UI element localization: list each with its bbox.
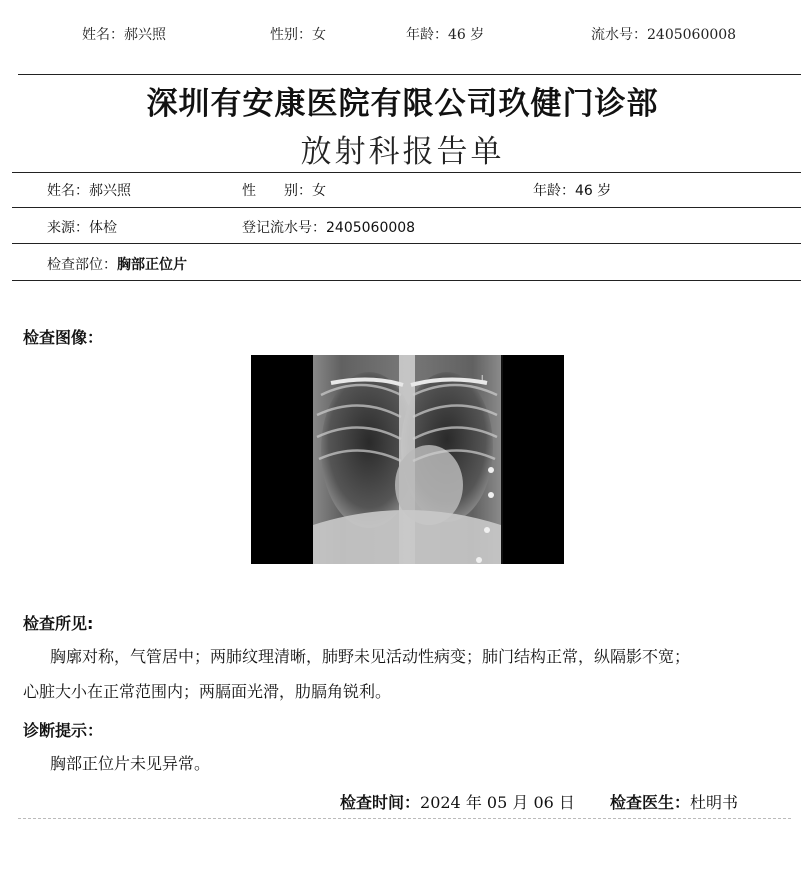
diagnosis-heading: 诊断提示： [23,721,104,740]
findings-heading: 检查所见: [23,614,94,633]
info-divider-3 [12,243,801,244]
footer-divider [18,818,791,819]
findings-line-1: 胸廓对称，气管居中；两肺纹理清晰，肺野未见活动性病变；肺门结构正常，纵隔影不宽； [50,647,691,666]
info-divider-4 [12,280,801,281]
info-divider-1 [12,172,801,173]
info-reg-serial: 登记流水号：2405060008 [242,220,416,236]
info-gender: 性 别：女 [242,183,326,199]
exam-doctor: 检查医生：杜明书 [610,793,739,812]
top-name: 姓名：郝兴照 [82,27,166,43]
info-name: 姓名：郝兴照 [47,183,131,199]
report-title: 放射科报告单 [300,134,505,170]
top-age: 年龄：46 岁 [406,27,485,43]
top-gender: 性别：女 [270,27,326,43]
findings-line-2: 心脏大小在正常范围内；两膈面光滑，肋膈角锐利。 [23,682,392,701]
top-serial: 流水号：2405060008 [591,27,737,43]
xray-side-marker: L [481,374,486,383]
chest-xray-image [251,355,564,564]
info-age: 年龄：46 岁 [533,183,612,199]
diagnosis-text: 胸部正位片未见异常。 [50,754,211,773]
image-heading: 检查图像： [23,328,104,347]
info-part: 检查部位：胸部正位片 [47,257,187,273]
header-divider [18,74,801,75]
exam-time: 检查时间：2024 年 05 月 06 日 [340,793,575,812]
findings-text [23,639,793,709]
info-divider-2 [12,207,801,208]
info-source: 来源：体检 [47,220,117,236]
hospital-name: 深圳有安康医院有限公司玖健门诊部 [146,86,659,122]
